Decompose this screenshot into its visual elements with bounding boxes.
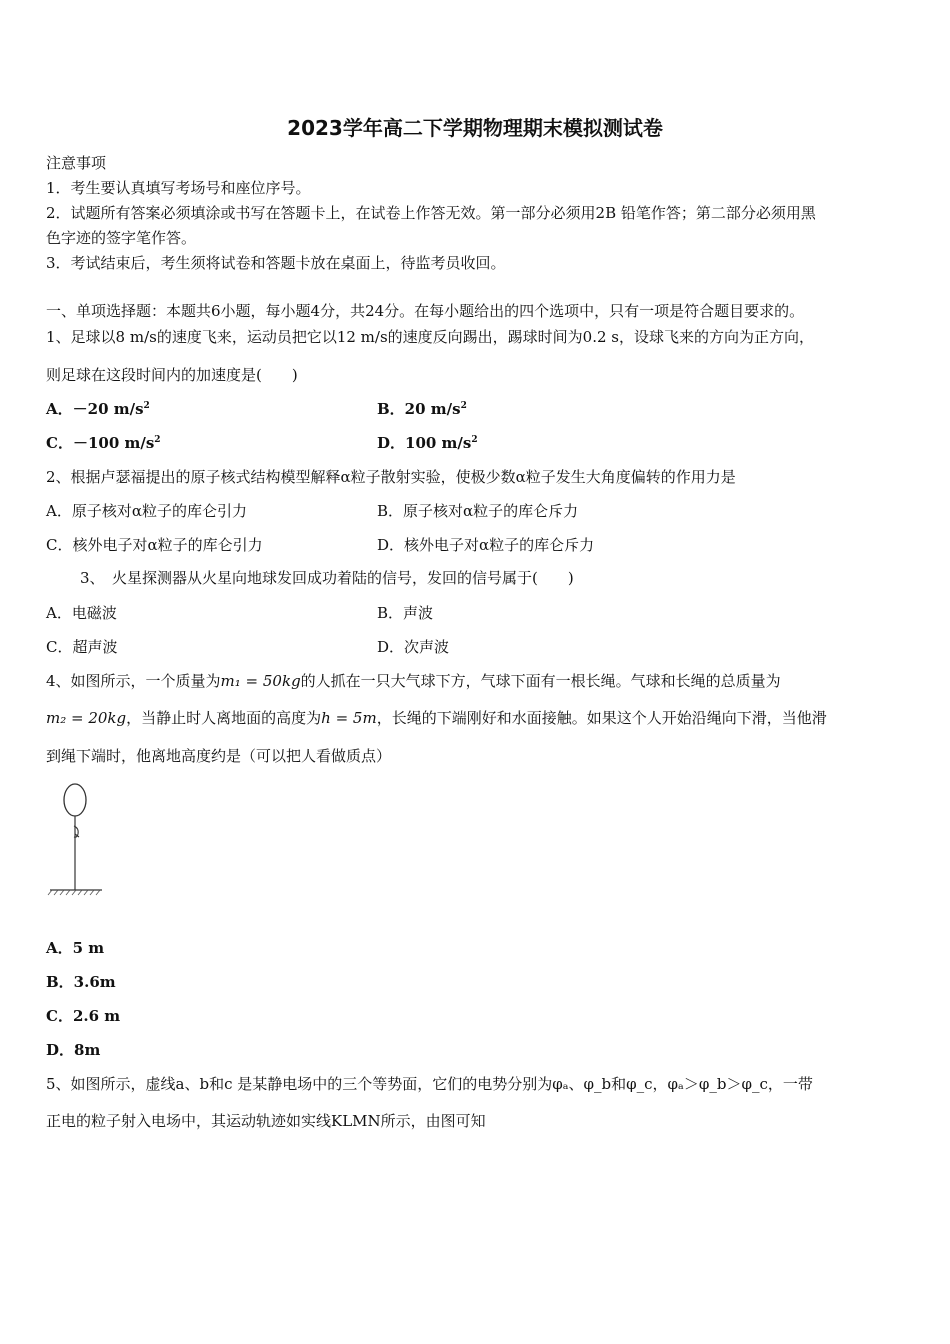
notice-item: 1．考生要认真填写考场号和座位序号。 (46, 179, 311, 197)
notice-item: 3．考试结束后，考生须将试卷和答题卡放在桌面上，待监考员收回。 (46, 254, 506, 272)
question-5-stem-cont: 正电的粒子射入电场中，其运动轨迹如实线KLMN所示，由图可知 (46, 1112, 486, 1130)
q1-option-b: B．20 $m/s^2$ (377, 400, 467, 418)
q1-option-a: A．－20 $m/s^2$ (46, 400, 150, 418)
q4-option-d: D．8m (46, 1041, 101, 1059)
q2-option-d: D．核外电子对α粒子的库仑斥力 (377, 536, 595, 554)
question-4-stem-cont: m₂ = 20kg，当静止时人离地面的高度为h = 5m，长绳的下端刚好和水面接触。如果这个人开始沿绳向下滑，当他滑 (46, 709, 827, 727)
question-2-stem: 2、根据卢瑟福提出的原子核式结构模型解释α粒子散射实验，使极少数α粒子发生大角度偏转的作用力是 (46, 468, 736, 486)
page-title: 2023学年高二下学期物理期末模拟测试卷 (287, 116, 663, 140)
q3-option-b: B．声波 (377, 604, 434, 622)
q4-option-b: B．3.6m (46, 973, 116, 991)
q4-option-a: A．5 m (46, 939, 105, 957)
q1-option-c: C．－100 $m/s^2$ (46, 434, 161, 452)
mass-m2: m₂ = 20kg (46, 709, 127, 727)
q2-option-c: C．核外电子对α粒子的库仑引力 (46, 536, 263, 554)
q1-option-d: D．100 $m/s^2$ (377, 434, 478, 452)
height-h: h = 5m (321, 709, 377, 727)
question-4-stem-cont: 到绳下端时，他离地高度约是（可以把人看做质点） (46, 747, 392, 765)
section-heading: 一、单项选择题：本题共6小题，每小题4分，共24分。在每小题给出的四个选项中，只有一项是符合题目要求的。 (46, 302, 805, 320)
question-4-stem: 4、如图所示，一个质量为m₁ = 50kg的人抓在一只大气球下方，气球下面有一根长绳。气球和长绳的总质量为 (46, 672, 781, 690)
balloon-figure (44, 780, 108, 896)
q3-option-d: D．次声波 (377, 638, 450, 656)
notice-item: 2．试题所有答案必须填涂或书写在答题卡上，在试卷上作答无效。第一部分必须用2B 铅笔作答；第二部分必须用黑 (46, 204, 816, 222)
question-1-stem: 1、足球以8 m/s的速度飞来，运动员把它以12 m/s的速度反向踢出，踢球时间为0.2 s，设球飞来的方向为正方向， (46, 328, 814, 346)
q3-option-a: A．电磁波 (46, 604, 117, 622)
q2-option-b: B．原子核对α粒子的库仑斥力 (377, 502, 579, 520)
mass-m1: m₁ = 50kg (220, 672, 301, 690)
question-1-stem-cont: 则足球在这段时间内的加速度是( ) (46, 366, 298, 384)
q3-option-c: C．超声波 (46, 638, 118, 656)
notice-heading: 注意事项 (46, 154, 107, 172)
q2-option-a: A．原子核对α粒子的库仑引力 (46, 502, 247, 520)
q4-option-c: C．2.6 m (46, 1007, 121, 1025)
question-5-stem: 5、如图所示，虚线a、b和c 是某静电场中的三个等势面，它们的电势分别为φₐ、φ_b和φ_c，φₐ＞φ_b＞φ_c，一带 (46, 1075, 813, 1093)
notice-item: 色字迹的签字笔作答。 (46, 229, 197, 247)
question-3-stem: 3、 火星探测器从火星向地球发回成功着陆的信号，发回的信号属于( ) (80, 569, 574, 587)
